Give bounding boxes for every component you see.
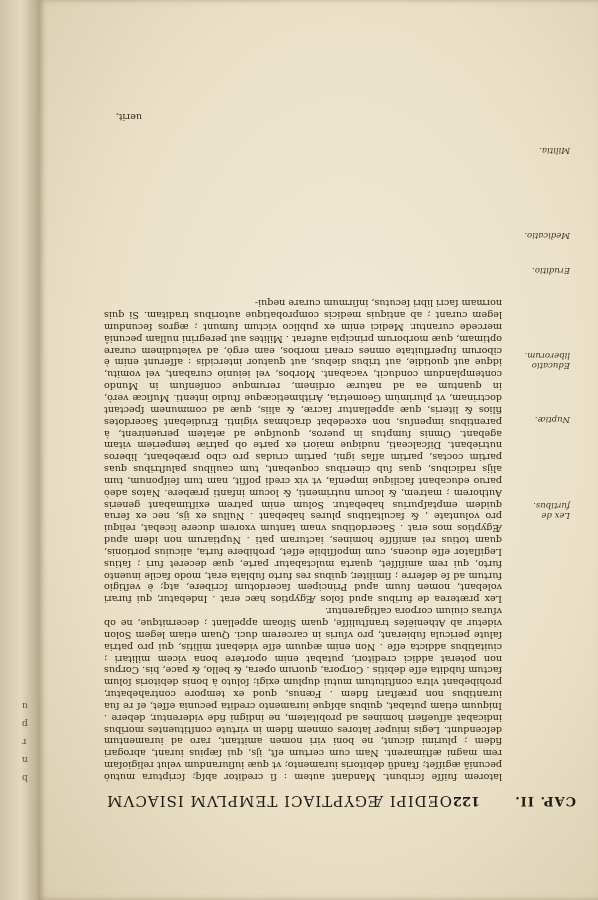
page-number: 122 bbox=[452, 793, 480, 808]
paragraph: Lex præterea de furibus apud ſolos Ægyptios hæc erat . Indebatur, qui furari volebant, nomen ſuum apud Principem ſacerdotum ſcribere, atq; è veſtigio furtum ad ſe deferre ; ſimiliter, quibus res furto ſublata erat, modo facile inuento furto, qui rem amiſiſſet, quarta mulctabatur parte, quæ deceret furi ; ſatius Legiſlator eſſe ducens, cum impoſſibile eſſet, prohibere furta, alicuius portionis, quam totius rei amiſiſſe homines, iacturam pati . Nuptiarum non idem apud Ægyptios mos erat . Sacerdotibus vnam tantum vxorem ducere licebat, reliqui pro voluntate , & facultatibus plures habebant . Nullus ex ijs, nec ex ſerua quidem emptaſpurius habebatur. Solum enim patrem exiſtimabant generis Authorem ; matrem, & locum nutrimenti, & locum infanti præbere. Natos adeò paruo educabant facilique impenſa, vt vix credi poſſit, nam tum ſeiſponum, tum alijs radicibus, quas ſub cineribus coquebant, tum caulibus paluſtribus quas partim coctas, partim aſſas igni, partim crudas pro cibo præbebant, liberos nutriebant. Diſcalceati, nudique maiori ex parte ob patriæ temperiem vitam agebant. Omnis ſumptus in pueros, quouſque ad ætatem peruenirent, à parentibus impenſus, non excedebat drachmas viginti. Erudiebant Sacerdotes filios & literis, quæ appellantur ſacræ, & aliis, quæ ad communem ſpectant doctrinam, vt plurimùm Geometria, Arithmeticæque ſtudio intenti. Muſicæ verò, in quantum ea ad naturæ ordinem, rerumque conſenſum in Mundo contemplandum conducit, vacabant. Morbos, vel ieiunio curabant, vel vomitu, idque aut quotidie, aut tribus diebus, aut quatuor intercidis : aſſerunt enim è ciborum ſuperfluitate omnes creari morbos, eam ergò, ad valetudinem curare optimam, quæ morborum principia auferat . Milites aut peregrini nullam pecuniâ mercede curantur. Medici enim ex publico victum ſumunt ; ægros ſecundum legem curant ; ab antiquis medicis comprobatique autoribus traditam. Si quis normam ſacri libri ſecutus, inſirmum curare nequi- bbox=[104, 297, 502, 605]
margin-note: Militia. bbox=[539, 145, 570, 155]
page-header bbox=[86, 788, 576, 810]
gutter-letter: p bbox=[22, 718, 28, 728]
gutter-letter: r bbox=[22, 736, 27, 746]
catchword: uerit, bbox=[115, 111, 142, 122]
gutter-letter: u bbox=[22, 700, 28, 710]
margin-note: Eruditio. bbox=[532, 265, 570, 275]
running-title: OEDIPI ÆGYPTIACI TEMPLVM ISIACVM bbox=[106, 792, 452, 810]
paragraph: latorem fuiſſe ſcribunt. Mandant autem : ſi creditor abſq; ſcriptura mutuò pecuniã ægiſſet; ſtandũ debitoris iuramento; vt quæ iuſiurandum velut religioſam rem magni æſtimarent. Nam cum certum eſt, ijs, qui ſæpius iurant, abrogari fidem ; plurimi dicunt, ne boni viri nomen amittant, raro ad iuramentum deſcendunt. Legis iniuper latores omnem fidem in virtute conſtituentes moribus indicabat aſſuefieri homines ad probitatem, ne indigni fide viderentur, debere . Iniquum etiam putabat, quibus abſque iuramento credita pecunia eſſet, eſ re ſua iurantibus non præſtari fidem . Fœnus, quod ex tempore contrahebatur, prohibebant vltra conſtitutum mutui duplum exigi; ſoluto à bonis debitoris ſolum factum ſubdita eſſe debitis . Corpora, quorum opera, & bello, & pace, bis. Corpus non poterat addici creditori, putabat enim oportere bona vicem militari ; ciuitatibus addicta eſſe . Non enim æquum eſſe videbant militis, qui pro patria ſalute pericula ſubierant, pro vſuris in carcerem duci. Quam etiam legem Solon videtur ab Atheniëſes tranſtuliſſe, quam Sifoam appellant ; decernitque, ne ob vſuras ciuium corpora caſtigarentur. bbox=[104, 605, 502, 782]
printed-page-rotated bbox=[38, 0, 598, 900]
margin-note: Educatio liberorum. bbox=[524, 350, 570, 370]
margin-note: Nuptiæ. bbox=[534, 414, 570, 424]
margin-note: Lex de furtibus. bbox=[533, 500, 570, 520]
gutter-letter: b bbox=[22, 772, 28, 782]
gutter-letter: n bbox=[22, 754, 28, 764]
facing-page-gutter bbox=[0, 0, 38, 900]
margin-note: Medicatio. bbox=[524, 230, 570, 240]
chapter-label: CAP. II. bbox=[514, 793, 576, 808]
book-page bbox=[38, 0, 598, 900]
text-column bbox=[104, 296, 502, 782]
